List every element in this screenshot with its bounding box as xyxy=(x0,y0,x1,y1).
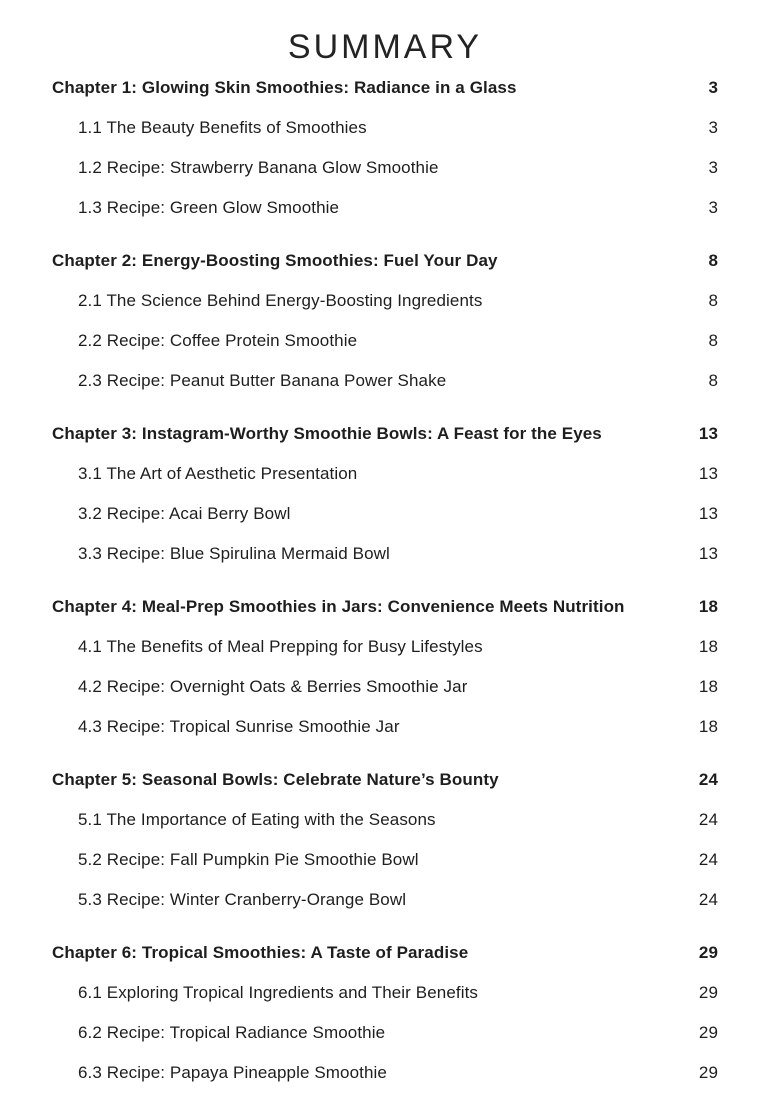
toc-chapter-entry[interactable] xyxy=(52,424,718,444)
toc-item-page: 3 xyxy=(708,118,718,137)
toc-item-page: 18 xyxy=(698,637,718,656)
toc-chapter-entry[interactable] xyxy=(52,251,718,271)
toc-item-entry[interactable] xyxy=(52,1063,718,1083)
toc-item-page: 24 xyxy=(698,810,718,829)
toc-item-entry[interactable] xyxy=(52,198,718,218)
toc-chapter-entry[interactable] xyxy=(52,770,718,790)
toc-item-label: 6.2 Recipe: Tropical Radiance Smoothie xyxy=(78,1023,386,1042)
toc-chapter-block xyxy=(52,943,718,1083)
toc-item-label: 4.2 Recipe: Overnight Oats & Berries Smoothie Jar xyxy=(78,677,468,696)
toc-item-entry[interactable] xyxy=(52,118,718,138)
toc-item-entry[interactable] xyxy=(52,504,718,524)
toc-item-page: 29 xyxy=(698,1063,718,1082)
toc-chapter-entry[interactable] xyxy=(52,597,718,617)
toc-chapter-label: Chapter 5: Seasonal Bowls: Celebrate Nature’s Bounty xyxy=(52,770,499,789)
toc-chapter-block xyxy=(52,78,718,218)
toc-chapter-block xyxy=(52,770,718,910)
toc-item-label: 1.2 Recipe: Strawberry Banana Glow Smoothie xyxy=(78,158,439,177)
toc-item-label: 5.2 Recipe: Fall Pumpkin Pie Smoothie Bowl xyxy=(78,850,419,869)
toc-item-label: 5.3 Recipe: Winter Cranberry-Orange Bowl xyxy=(78,890,407,909)
toc-item-entry[interactable] xyxy=(52,677,718,697)
toc-item-label: 2.2 Recipe: Coffee Protein Smoothie xyxy=(78,331,358,350)
toc-chapter-label: Chapter 2: Energy-Boosting Smoothies: Fuel Your Day xyxy=(52,251,498,270)
toc-item-label: 3.3 Recipe: Blue Spirulina Mermaid Bowl xyxy=(78,544,390,563)
toc-item-page: 13 xyxy=(698,504,718,523)
toc-item-label: 6.3 Recipe: Papaya Pineapple Smoothie xyxy=(78,1063,387,1082)
toc-item-entry[interactable] xyxy=(52,544,718,564)
toc-item-label: 5.1 The Importance of Eating with the Seasons xyxy=(78,810,436,829)
toc-item-label: 1.1 The Beauty Benefits of Smoothies xyxy=(78,118,367,137)
toc-chapter-label: Chapter 3: Instagram-Worthy Smoothie Bowls: A Feast for the Eyes xyxy=(52,424,602,443)
toc-chapter-page: 18 xyxy=(698,597,718,616)
toc-item-label: 6.1 Exploring Tropical Ingredients and Their Benefits xyxy=(78,983,478,1002)
toc-chapter-entry[interactable] xyxy=(52,78,718,98)
toc-chapter-label: Chapter 1: Glowing Skin Smoothies: Radiance in a Glass xyxy=(52,78,517,97)
toc-chapter-entry[interactable] xyxy=(52,943,718,963)
toc-item-page: 24 xyxy=(698,890,718,909)
toc-item-page: 29 xyxy=(698,983,718,1002)
toc-chapter-page: 24 xyxy=(698,770,718,789)
toc-item-entry[interactable] xyxy=(52,158,718,178)
page-title: SUMMARY xyxy=(287,28,483,66)
toc-item-label: 2.3 Recipe: Peanut Butter Banana Power Shake xyxy=(78,371,447,390)
toc-chapter-block xyxy=(52,597,718,737)
toc-item-label: 3.1 The Art of Aesthetic Presentation xyxy=(78,464,358,483)
toc-item-label: 2.1 The Science Behind Energy-Boosting Ingredients xyxy=(78,291,483,310)
toc-item-entry[interactable] xyxy=(52,464,718,484)
toc-chapter-label: Chapter 4: Meal-Prep Smoothies in Jars: Convenience Meets Nutrition xyxy=(52,597,625,616)
toc-item-label: 4.3 Recipe: Tropical Sunrise Smoothie Jar xyxy=(78,717,400,736)
toc-item-entry[interactable] xyxy=(52,291,718,311)
toc-chapter-block xyxy=(52,251,718,391)
toc-chapter-page: 13 xyxy=(698,424,718,443)
toc-item-label: 4.1 The Benefits of Meal Prepping for Busy Lifestyles xyxy=(78,637,483,656)
toc-item-page: 24 xyxy=(698,850,718,869)
toc-item-entry[interactable] xyxy=(52,850,718,870)
toc-item-label: 1.3 Recipe: Green Glow Smoothie xyxy=(78,198,340,217)
toc-item-label: 3.2 Recipe: Acai Berry Bowl xyxy=(78,504,291,523)
toc-chapter-page: 3 xyxy=(708,78,718,97)
toc-chapter-label: Chapter 6: Tropical Smoothies: A Taste of Paradise xyxy=(52,943,469,962)
toc-item-page: 13 xyxy=(698,544,718,563)
toc-chapter-page: 8 xyxy=(708,251,718,270)
toc-item-page: 8 xyxy=(708,331,718,350)
toc-item-entry[interactable] xyxy=(52,1023,718,1043)
toc-item-entry[interactable] xyxy=(52,717,718,737)
toc-item-page: 18 xyxy=(698,677,718,696)
toc-item-page: 3 xyxy=(708,198,718,217)
toc-item-entry[interactable] xyxy=(52,810,718,830)
toc-item-page: 3 xyxy=(708,158,718,177)
toc-item-page: 29 xyxy=(698,1023,718,1042)
toc-chapter-block xyxy=(52,424,718,564)
toc-item-page: 8 xyxy=(708,371,718,390)
toc-item-entry[interactable] xyxy=(52,331,718,351)
toc-item-entry[interactable] xyxy=(52,637,718,657)
toc-item-page: 18 xyxy=(698,717,718,736)
toc-item-entry[interactable] xyxy=(52,371,718,391)
toc-item-entry[interactable] xyxy=(52,890,718,910)
toc-chapter-page: 29 xyxy=(698,943,718,962)
toc-item-page: 13 xyxy=(698,464,718,483)
toc-item-page: 8 xyxy=(708,291,718,310)
table-of-contents xyxy=(52,78,718,1083)
toc-item-entry[interactable] xyxy=(52,983,718,1003)
